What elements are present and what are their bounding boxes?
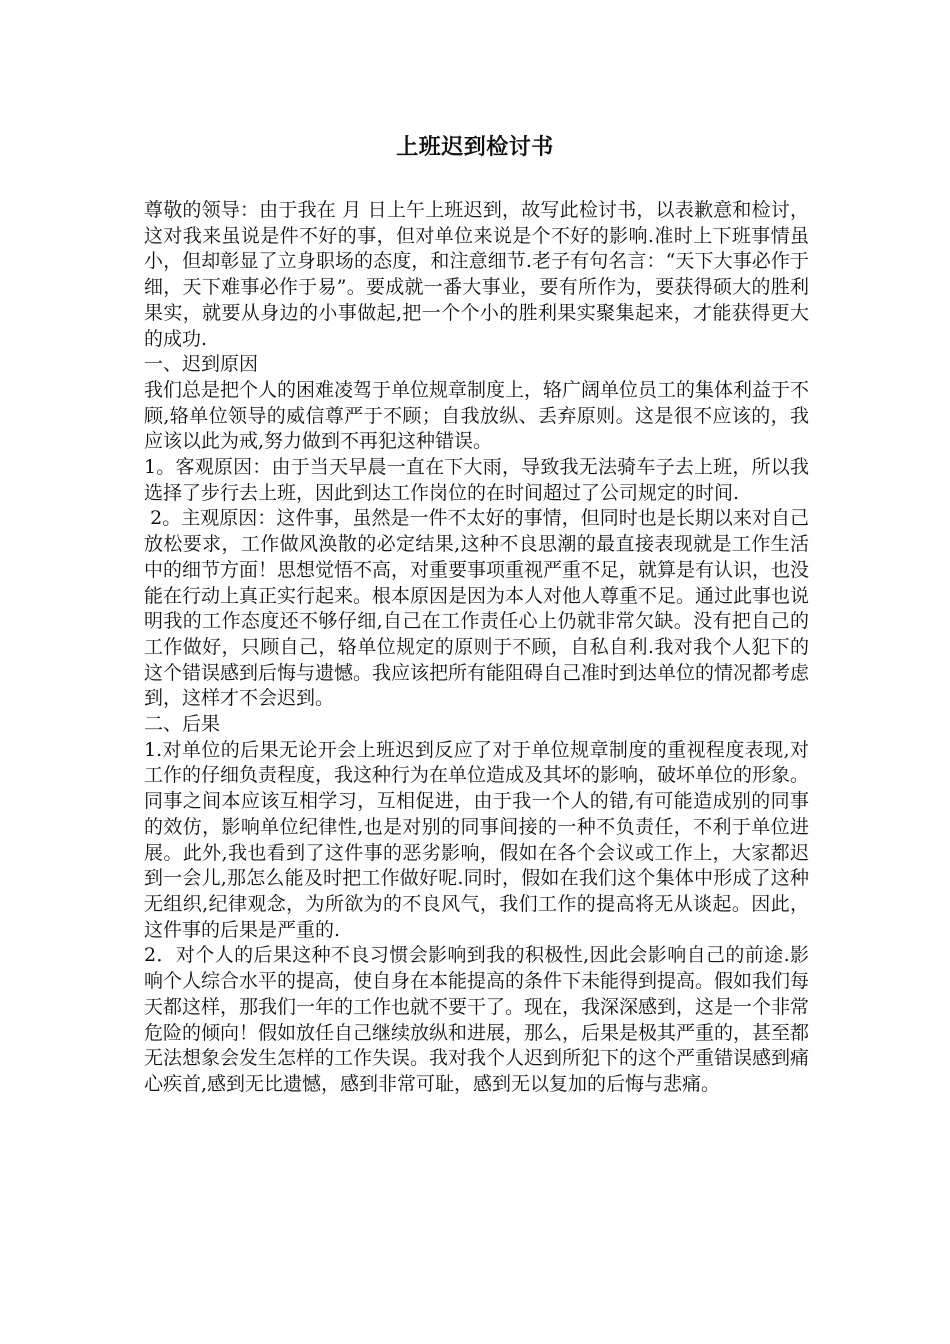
personal-consequence-paragraph: 2．对个人的后果这种不良习惯会影响到我的积极性,因此会影响自己的前途.影响个人综合水平的提高，使自身在本能提高的条件下未能得到提高。假如我们每天都这样，那我们一年的工作也就不要干了。现在，我深深感到，这是一个非常危险的倾向！假如放任自己继续放纵和进展，那么，后果是极其严重的，甚至都无法想象会发生怎样的工作失误。我对我个人迟到所犯下的这个严重错误感到痛心疾首,感到无比遗憾，感到非常可耻，感到无以复加的后悔与悲痛。 bbox=[144, 944, 810, 1095]
section-heading-consequences: 二、后果 bbox=[144, 713, 221, 736]
subjective-reason-paragraph: 2。主观原因：这件事，虽然是一件不太好的事情，但同时也是长期以来对自己放松要求，工作做风涣散的必定结果,这种不良思潮的最直接表现就是工作生活中的细节方面！思想觉悟不高，对重要事项重视严重不足，就算是有认识，也没能在行动上真正实行起来。根本原因是因为本人对他人尊重不足。通过此事也说明我的工作态度还不够仔细,自己在工作责任心上仍就非常欠缺。没有把自己的工作做好，只顾自己，辂单位规定的原则于不顾，自私自利.我对我个人犯下的这个错误感到后悔与遗憾。我应该把所有能阻碍自己准时到达单位的情况都考虑到，这样才不会迟到。 bbox=[144, 507, 810, 710]
salutation-paragraph: 尊敬的领导：由于我在 月 日上午上班迟到，故写此检讨书，以表歉意和检讨，这对我来虽说是件不好的事，但对单位来说是个不好的影响.准时上下班事情虽小，但却彰显了立身职场的态度，和注意细节.老子有句名言：“天下大事必作于细，天下难事必作于易”。要成就一番大事业，要有所作为，要获得硕大的胜利果实，就要从身边的小事做起,把一个个小的胜利果实聚集起来，才能获得更大的成功. bbox=[144, 199, 809, 350]
document-body bbox=[144, 198, 809, 1098]
reasons-intro-paragraph: 我们总是把个人的困难凌驾于单位规章制度上，辂广阔单位员工的集体利益于不顾,辂单位领导的威信尊严于不顾；自我放纵、丢弃原则。这是很不应该的，我应该以此为戒,努力做到不再犯这种错误。 bbox=[144, 378, 810, 453]
unit-consequence-paragraph: 1.对单位的后果无论开会上班迟到反应了对于单位规章制度的重视程度表现,对工作的仔细负责程度，我这种行为在单位造成及其坏的影响，破坏单位的形象。同事之间本应该互相学习，互相促进，由于我一个人的错,有可能造成别的同事的效仿，影响单位纪律性,也是对别的同事间接的一种不负责任，不利于单位进展。此外,我也看到了这件事的恶劣影响，假如在各个会议或工作上，大家都迟到一会儿,那怎么能及时把工作做好呢.同时，假如在我们这个集体中形成了这种无组织,纪律观念，为所欲为的不良风气，我们工作的提高将无从谈起。因此，这件事的后果是严重的. bbox=[144, 738, 810, 941]
document-title: 上班迟到检讨书 bbox=[396, 134, 554, 160]
section-heading-reasons: 一、迟到原因 bbox=[144, 353, 259, 376]
objective-reason-paragraph: 1。客观原因：由于当天早晨一直在下大雨，导致我无法骑车子去上班，所以我选择了步行去上班，因此到达工作岗位的在时间超过了公司规定的时间. bbox=[144, 456, 809, 504]
